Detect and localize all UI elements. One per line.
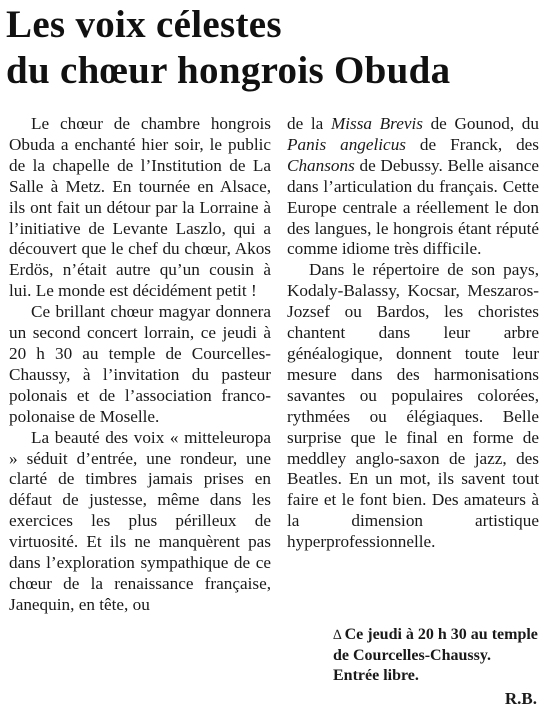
author-signature: R.B. [504,689,537,708]
text-segment: de Franck, des [405,134,539,154]
event-info-box [333,625,538,686]
paragraph-hungarian-repertoire: Dans le répertoire de son pays, Kodaly-Balassy, Kocsar, Meszaros-Jozsef ou Bardos, les choristes chantent dans leur arbre généalogique, donnent toute leur mesure dans des harmonisations savantes ou populaires colorées, rythmées ou élégiaques. Belle surprise que le final en forme de meddley anglo-saxon de jazz, des Beatles. En un mot, ils savent tout faire et le font bien. Des amateurs à la dimension artistique hyperprofessionnelle. [287,260,539,552]
article-headline [6,2,541,94]
paragraph-concert: Ce brillant chœur magyar donnera un second concert lorrain, ce jeudi à 20 h 30 au temple de Courcelles-Chaussy, à l’invitation du pasteur polonais et de l’association franco-polonaise de Moselle. [9,302,271,426]
text-segment: de Debussy. Belle aisance dans l’articulation du français. Cette Europe centrale a réellement le don des langues, le hongrois étant réputé comme idiome très difficile. [287,155,539,259]
work-title-chansons: Chansons [287,155,355,175]
article-column-right [287,114,539,553]
paragraph-repertoire-continued [287,114,539,260]
event-info-text: Ce jeudi à 20 h 30 au temple de Courcelles-Chaussy. Entrée libre. [333,626,538,684]
headline-line-2: du chœur hongrois Obuda [6,49,451,92]
paragraph-intro: Le chœur de chambre hongrois Obuda a enchanté hier soir, le public de la chapelle de l’Institution de La Salle à Metz. En tournée en Alsace, ils ont fait un détour par la Lorraine à l’initiative de Levante Laszlo, qui a découvert que le chef du chœur, Akos Erdös, n’était autre qu’un cousin à lui. Le monde est décidément petit ! [9,114,271,301]
triangle-icon: ∆ [333,628,342,643]
article-column-left [9,114,271,616]
headline-line-1: Les voix célestes [6,3,282,46]
text-segment: de Gounod, du [422,114,539,133]
work-title-panis-angelicus: Panis angelicus [287,134,406,154]
paragraph-voices: La beauté des voix « mitteleuropa » séduit d’entrée, une rondeur, une clarté de timbres jamais prises en défaut de justesse, même dans les exercices les plus périlleux de virtuosité. Et ils ne manquèrent pas dans l’exploration sympathique de ce chœur de la renaissance française, Janequin, en tête, ou [9,427,271,614]
work-title-missa-brevis: Missa Brevis [330,114,423,133]
text-segment: de la [287,114,331,133]
